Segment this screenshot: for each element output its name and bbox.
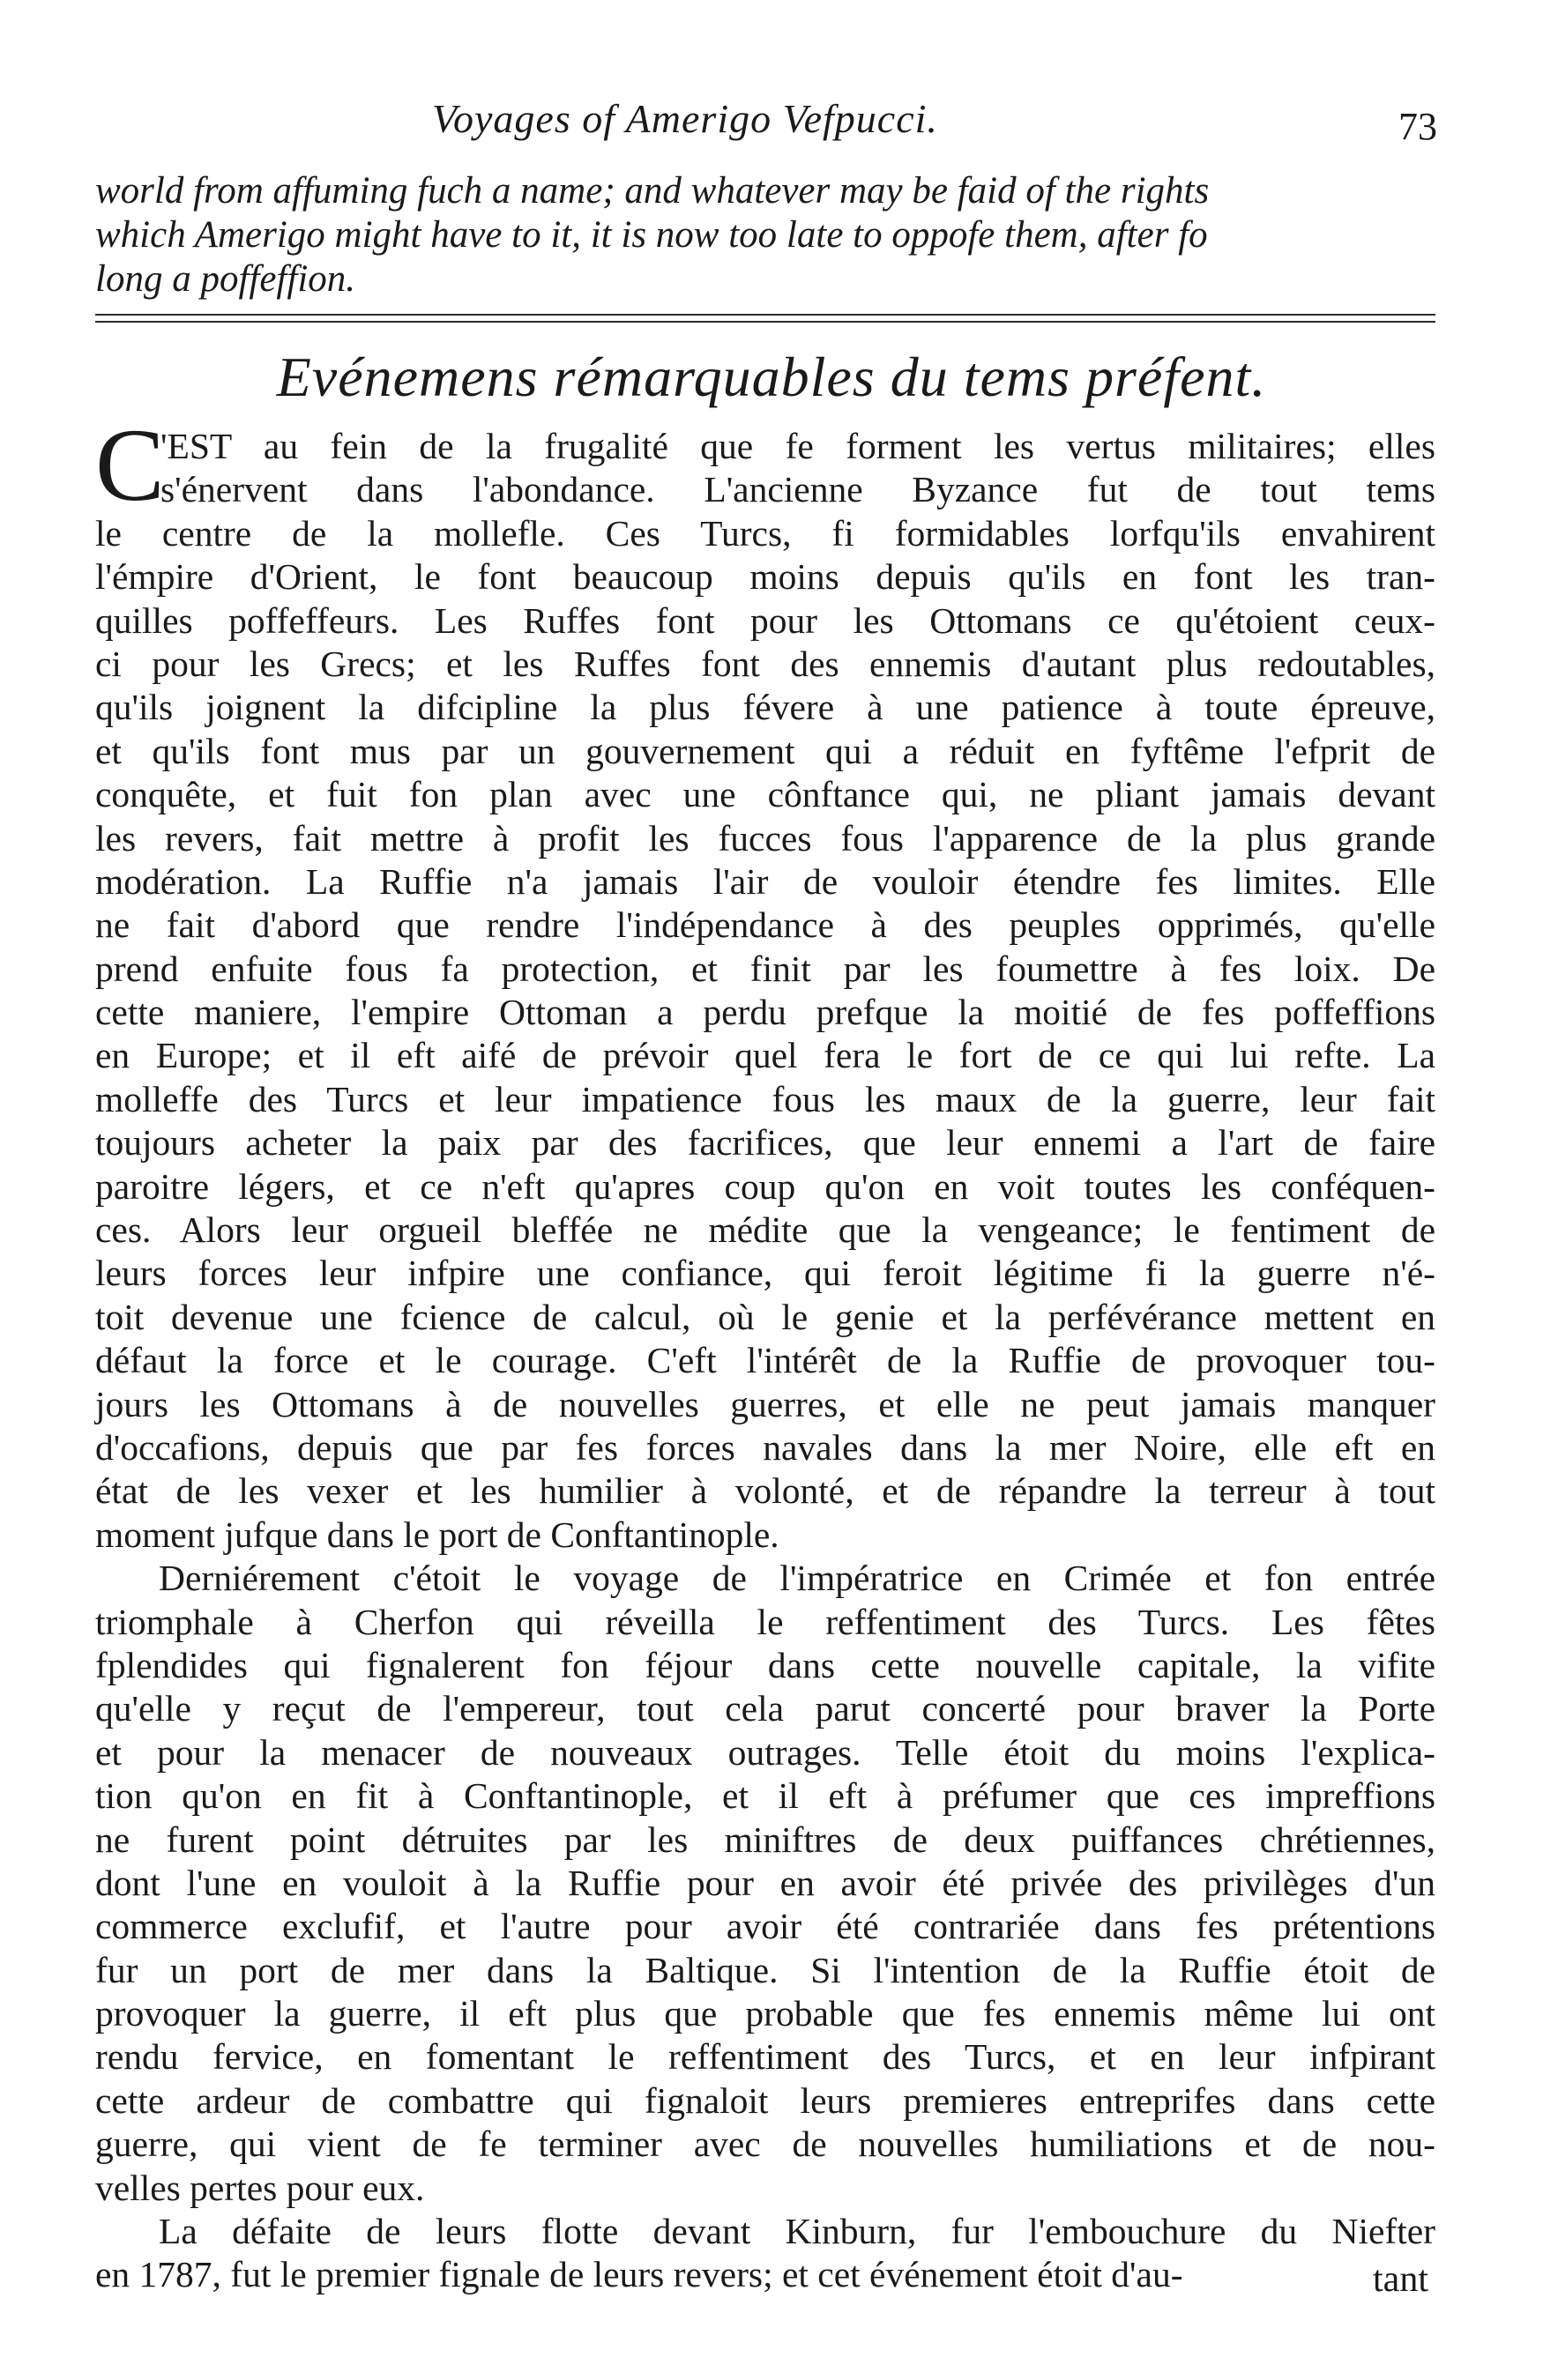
text-line: et pour la menacer de nouveaux outrages. Telle étoit du moins l'explica- (95, 1731, 1435, 1773)
text-line: cette ardeur de combattre qui fignaloit leurs premieres entreprifes dans cette (95, 2079, 1435, 2121)
text-line: leurs forces leur infpire une confiance, qui feroit légitime fi la guerre n'é- (95, 1253, 1435, 1294)
text-line: rendu fervice, en fomentant le reffentiment des Turcs, et en leur infpirant (95, 2036, 1435, 2078)
text-line: tion qu'on en fit à Conftantinople, et il eft à préfumer que ces impreffions (95, 1775, 1435, 1817)
text-line: ne fait d'abord que rendre l'indépendance à des peuples opprimés, qu'elle (95, 904, 1435, 946)
text-line: ci pour les Grecs; et les Ruffes font des ennemis d'autant plus redoutables, (95, 643, 1435, 684)
text-line: toit devenue une fcience de calcul, où le genie et la perfévérance mettent en (95, 1296, 1435, 1337)
text-line: velles pertes pour eux. (95, 2167, 425, 2208)
text-line: d'occafions, depuis que par fes forces navales dans la mer Noire, elle eft en (95, 1426, 1435, 1468)
page-number: 73 (1398, 105, 1437, 148)
text-line: les revers, fait mettre à profit les fucces fous l'apparence de la plus grande (95, 817, 1435, 859)
text-line: qu'elle y reçut de l'empereur, tout cela parut concerté pour braver la Porte (95, 1688, 1435, 1729)
text-line: moment jufque dans le port de Conftantinople. (95, 1514, 779, 1555)
section-body (95, 425, 1435, 2297)
text-line: commerce exclufif, et l'autre pour avoir été contrariée dans fes prétentions (95, 1906, 1435, 1947)
section-divider (95, 321, 1435, 323)
text-line: s'énervent dans l'abondance. L'ancienne Byzance fut de tout tems (160, 469, 1435, 510)
text-line: cette maniere, l'empire Ottoman a perdu prefque la moitié de fes poffeffions (95, 992, 1435, 1033)
text-line: toujours acheter la paix par des facrifices, que leur ennemi a l'art de faire (95, 1122, 1435, 1164)
text-line: provoquer la guerre, il eft plus que probable que fes ennemis même lui ont (95, 1993, 1435, 2034)
text-line: le centre de la mollefle. Ces Turcs, fi formidables lorfqu'ils envahirent (95, 512, 1435, 554)
text-line: l'émpire d'Orient, le font beaucoup moins depuis qu'ils en font les tran- (95, 556, 1435, 598)
running-title: Voyages of Amerigo Vefpucci. (432, 96, 938, 141)
text-line: triomphale à Cherfon qui réveilla le reffentiment des Turcs. Les fêtes (95, 1601, 1435, 1642)
text-line: prend enfuite fous fa protection, et finit par les foumettre à fes loix. De (95, 948, 1435, 989)
section-divider (95, 314, 1435, 316)
running-head (106, 95, 1446, 148)
text-line: fur un port de mer dans la Baltique. Si l'intention de la Ruffie étoit de (95, 1949, 1435, 1990)
text-line: Derniérement c'étoit le voyage de l'impératrice en Crimée et fon entrée (159, 1558, 1435, 1599)
text-line: La défaite de leurs flotte devant Kinburn, fur l'embouchure du Niefter (159, 2211, 1435, 2252)
text-line: modération. La Ruffie n'a jamais l'air de vouloir étendre fes limites. Elle (95, 860, 1435, 902)
text-line: ne furent point détruites par les miniftres de deux puiffances chrétiennes, (95, 1818, 1435, 1860)
text-line: world from affuming fuch a name; and whatever may be faid of the rights (95, 170, 1210, 212)
text-line: dont l'une en vouloit à la Ruffie pour en avoir été privée des privilèges d'un (95, 1862, 1435, 1903)
text-line: en Europe; et il eft aifé de prévoir quel fera le fort de ce qui lui refte. La (95, 1035, 1435, 1076)
text-line: qu'ils joignent la difcipline la plus févere à une patience à toute épreuve, (95, 687, 1435, 728)
text-line: molleffe des Turcs et leur impatience fous les maux de la guerre, leur fait (95, 1078, 1435, 1119)
text-line: défaut la force et le courage. C'eft l'intérêt de la Ruffie de provoquer tou- (95, 1340, 1435, 1381)
text-line: ces. Alors leur orgueil bleffée ne médite que la vengeance; le fentiment de (95, 1209, 1435, 1251)
text-line: jours les Ottomans à de nouvelles guerres, et elle ne peut jamais manquer (95, 1383, 1435, 1424)
catchword: tant (1373, 2259, 1428, 2300)
text-line: en 1787, fut le premier fignale de leurs revers; et cet événement étoit d'au- (95, 2254, 1183, 2295)
text-line: fplendides qui fignalerent fon féjour dans cette nouvelle capitale, la vifite (95, 1644, 1435, 1685)
drop-cap: C (95, 407, 165, 523)
text-line: long a poffeffion. (95, 258, 356, 300)
text-line: état de les vexer et les humilier à volonté, et de répandre la terreur à tout (95, 1470, 1435, 1512)
text-line: et qu'ils font mus par un gouvernement qui a réduit en fyftême l'efprit de (95, 730, 1435, 771)
text-line: conquête, et fuit fon plan avec une cônftance qui, ne pliant jamais devant (95, 774, 1435, 815)
text-line: paroitre légers, et ce n'eft qu'apres coup qu'on en voit toutes les conféquen- (95, 1165, 1435, 1207)
text-line: 'EST au fein de la frugalité que fe forment les vertus militaires; elles (160, 426, 1435, 466)
section-heading: Evénemens rémarquables du tems préfent. (276, 346, 1267, 408)
continuation-text (95, 169, 1453, 301)
text-line: guerre, qui vient de fe terminer avec de nouvelles humiliations et de nou- (95, 2123, 1435, 2165)
text-line: quilles poffeffeurs. Les Ruffes font pour les Ottomans ce qu'étoient ceux- (95, 599, 1435, 641)
text-line: which Amerigo might have to it, it is now too late to oppofe them, after fo (95, 214, 1208, 256)
